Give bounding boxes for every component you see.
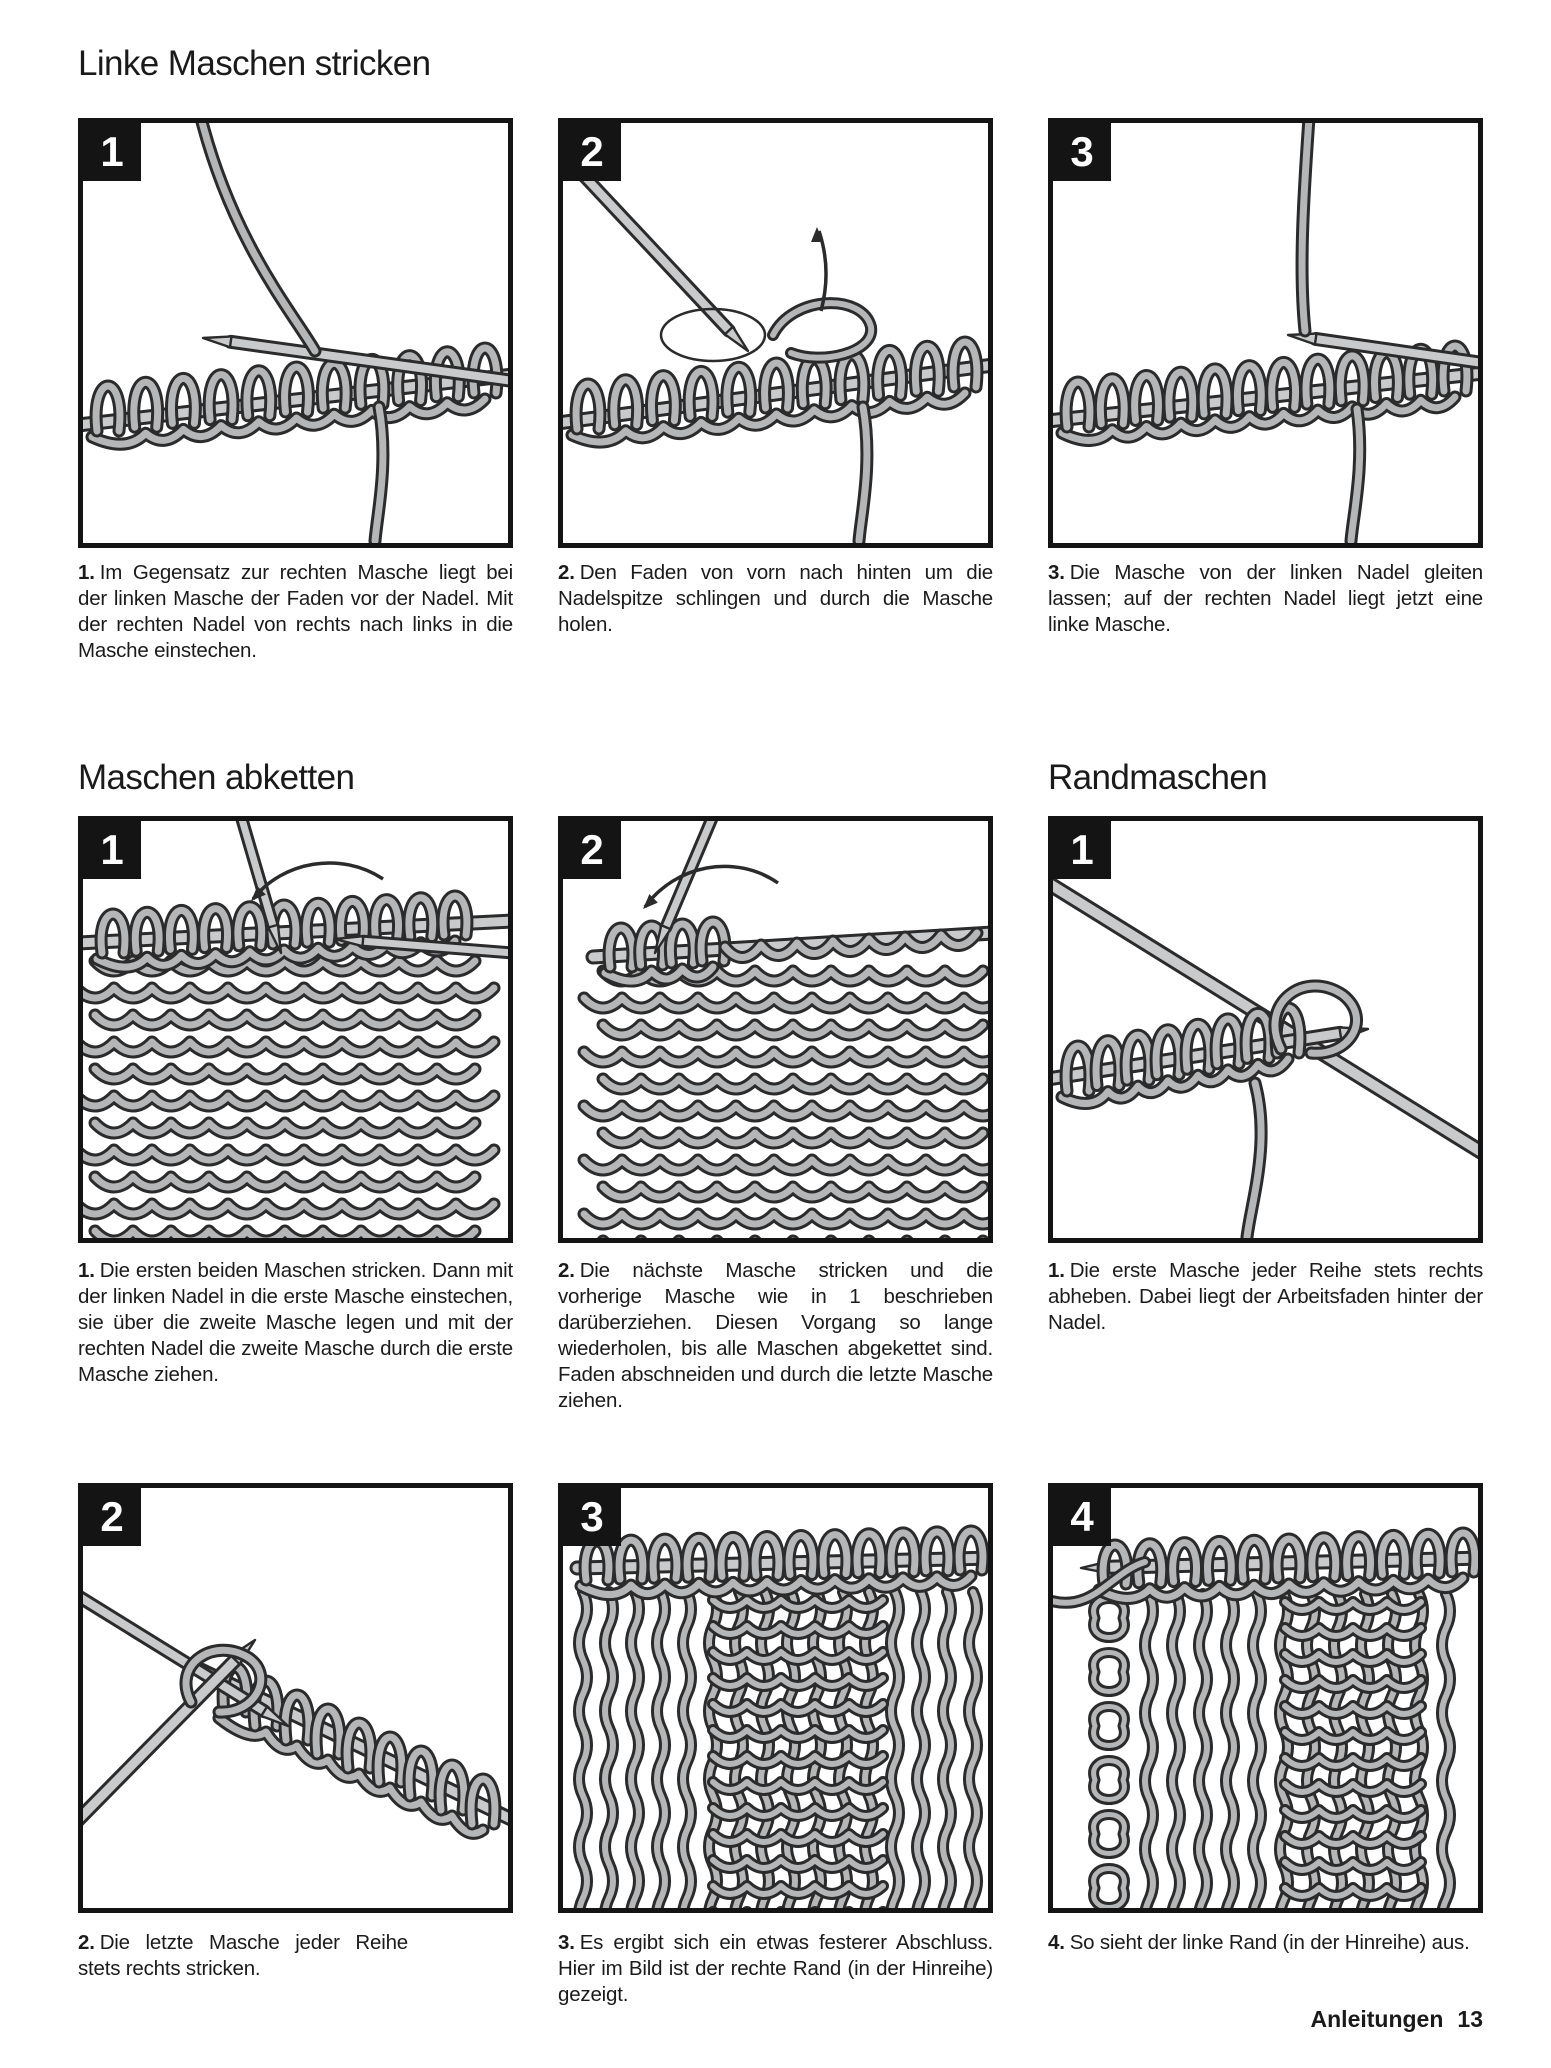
step-number-badge: 3 [563,1488,621,1546]
page-number: 13 [1457,2006,1483,2032]
section-title-linke-maschen: Linke Maschen stricken [78,44,431,83]
step-number: 2. [558,561,575,584]
step-number-badge: 2 [563,821,621,879]
step-number-badge: 4 [1053,1488,1111,1546]
knitting-illustration [1053,1488,1478,1908]
knitting-illustration [1053,123,1478,543]
step-caption: 2. Die letzte Masche jeder Reihe stets rechts stricken. [78,1931,408,1980]
step-caption: 1. Die erste Masche jeder Reihe stets rechts abheben. Dabei liegt der Arbeitsfaden hinter der Nadel. [1048,1259,1483,1334]
step-number: 2. [558,1259,575,1282]
step-number: 2. [78,1931,95,1954]
knitting-illustration [563,1488,988,1908]
step-caption: 3. Die Masche von der linken Nadel gleiten lassen; auf der rechten Nadel liegt jetzt eine linke Masche. [1048,561,1483,636]
knitting-illustration [83,123,508,543]
knitting-illustration [1053,821,1478,1238]
step-number: 3. [1048,561,1065,584]
step-caption: 4. So sieht der linke Rand (in der Hinreihe) aus. [1048,1931,1470,1954]
step-number-badge: 1 [1053,821,1111,879]
knitting-illustration [563,821,988,1238]
step-caption: 2. Die nächste Masche stricken und die vorherige Masche wie in 1 beschrieben darüberziehen. Diesen Vorgang so lange wiederholen, bis alle Maschen abgekettet sind. Faden abschneiden und durch die letzte Masche ziehen. [558,1259,993,1412]
step-number: 3. [558,1931,575,1954]
step-caption: 1. Im Gegensatz zur rechten Masche liegt bei der linken Masche der Faden vor der Nadel. Mit der rechten Nadel von rechts nach links in die Masche einstechen. [78,561,513,662]
step-number: 1. [78,1259,95,1282]
step-caption: 2. Den Faden von vorn nach hinten um die Nadelspitze schlingen und durch die Masche holen. [558,561,993,636]
figure-panel [78,816,513,1243]
figure-panel [558,1483,993,1913]
step-caption: 1. Die ersten beiden Maschen stricken. Dann mit der linken Nadel in die erste Masche einstechen, sie über die zweite Masche legen und mit der rechten Nadel die zweite Masche durch die erste Masche ziehen. [78,1259,513,1386]
figure-panel [1048,1483,1483,1913]
knitting-illustration [83,821,508,1238]
step-number: 1. [78,561,95,584]
figure-panel [1048,118,1483,548]
section-title-randmaschen: Randmaschen [1048,758,1268,797]
figure-panel [78,1483,513,1913]
step-number-badge: 2 [83,1488,141,1546]
step-number-badge: 2 [563,123,621,181]
page-footer [1048,2006,1483,2033]
figure-panel [558,816,993,1243]
knitting-illustration [83,1488,508,1908]
step-number: 1. [1048,1259,1065,1282]
section-title-maschen-abketten: Maschen abketten [78,758,355,797]
step-caption: 3. Es ergibt sich ein etwas festerer Abschluss. Hier im Bild ist der rechte Rand (in der Hinreihe) gezeigt. [558,1931,993,2006]
footer-label: Anleitungen [1310,2006,1444,2032]
figure-panel [78,118,513,548]
figure-panel [558,118,993,548]
figure-panel [1048,816,1483,1243]
step-number: 4. [1048,1931,1065,1954]
step-number-badge: 1 [83,123,141,181]
step-number-badge: 1 [83,821,141,879]
step-number-badge: 3 [1053,123,1111,181]
knitting-illustration [563,123,988,543]
